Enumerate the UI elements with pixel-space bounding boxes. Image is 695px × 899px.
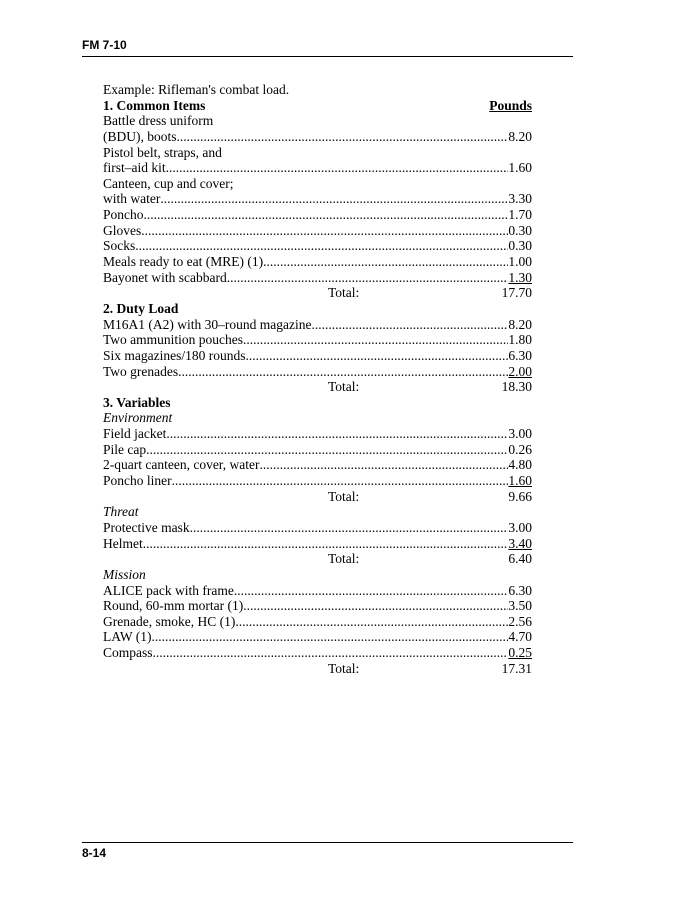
item-value: 1.60	[508, 160, 532, 176]
leader-dots	[243, 332, 508, 348]
item-value: 6.30	[508, 347, 532, 363]
leader-dots	[190, 520, 509, 536]
item-label: (BDU), boots	[103, 128, 177, 144]
item-value: 6.30	[508, 582, 532, 598]
total-row-duty	[103, 379, 532, 395]
item-row	[103, 645, 532, 661]
leader-dots	[260, 457, 509, 473]
item-label: M16A1 (A2) with 30–round magazine	[103, 316, 312, 332]
leader-dots	[152, 629, 509, 645]
item-label: first–aid kit	[103, 160, 166, 176]
item-value: 3.00	[508, 519, 532, 535]
leader-dots	[311, 317, 508, 333]
item-value: 1.70	[508, 207, 532, 223]
leader-dots	[263, 254, 508, 270]
total-value: 18.30	[501, 379, 532, 395]
item-row	[103, 442, 532, 458]
item-label: 2-quart canteen, cover, water	[103, 457, 260, 473]
leader-dots	[141, 223, 508, 239]
item-value: 0.30	[508, 222, 532, 238]
leader-dots	[243, 598, 508, 614]
header-label: FM 7-10	[82, 38, 127, 52]
item-row	[103, 238, 532, 254]
item-value: 2.00	[508, 363, 532, 379]
total-label: Total:	[328, 379, 360, 395]
total-label: Total:	[328, 551, 360, 567]
leader-dots	[227, 270, 509, 286]
item-label: Grenade, smoke, HC (1)	[103, 613, 236, 629]
leader-dots	[166, 160, 509, 176]
item-line: Battle dress uniform	[103, 113, 214, 129]
item-row	[103, 332, 532, 348]
footer-rule	[82, 842, 573, 843]
item-label: Compass	[103, 645, 153, 661]
leader-dots	[153, 645, 509, 661]
item-row	[103, 583, 532, 599]
item-row	[103, 270, 532, 286]
item-row	[103, 317, 532, 333]
item-row	[103, 191, 532, 207]
subsection-title-environment: Environment	[103, 410, 173, 426]
section-heading-common	[103, 98, 532, 114]
item-row	[103, 207, 532, 223]
item-row	[103, 223, 532, 239]
item-row	[103, 426, 532, 442]
item-row	[103, 129, 532, 145]
subsection-title-threat: Threat	[103, 504, 139, 520]
item-row	[103, 520, 532, 536]
item-row	[103, 536, 532, 552]
item-label: Gloves	[103, 222, 142, 238]
item-value: 4.70	[508, 629, 532, 645]
total-label: Total:	[328, 660, 360, 676]
leader-dots	[235, 614, 508, 630]
item-value: 1.00	[508, 254, 532, 270]
section-heading-duty	[103, 301, 532, 317]
item-value: 3.00	[508, 426, 532, 442]
total-label: Total:	[328, 285, 360, 301]
leader-dots	[143, 536, 509, 552]
total-row-common	[103, 285, 532, 301]
item-label: ALICE pack with frame	[103, 582, 234, 598]
total-value: 17.70	[501, 285, 532, 301]
page-number: 8-14	[82, 846, 107, 860]
leader-dots	[166, 426, 508, 442]
item-value: 0.30	[508, 238, 532, 254]
section-title: 3. Variables	[103, 394, 171, 410]
load-table	[103, 82, 532, 676]
item-row	[103, 254, 532, 270]
item-label: Protective mask	[103, 519, 190, 535]
item-value: 8.20	[508, 316, 532, 332]
item-row	[103, 364, 532, 380]
total-value: 9.66	[508, 488, 532, 504]
item-value: 4.80	[508, 457, 532, 473]
item-value: 1.80	[508, 332, 532, 348]
section-title: 1. Common Items	[103, 97, 206, 113]
leader-dots	[160, 191, 508, 207]
item-value: 1.60	[508, 473, 532, 489]
total-row-mission	[103, 661, 532, 677]
item-label: Two ammunition pouches	[103, 332, 244, 348]
item-label: Two grenades	[103, 363, 179, 379]
item-label: Meals ready to eat (MRE) (1)	[103, 254, 264, 270]
leader-dots	[172, 473, 509, 489]
leader-dots	[146, 442, 508, 458]
item-value: 3.30	[508, 191, 532, 207]
item-label: Round, 60-mm mortar (1)	[103, 598, 244, 614]
item-label: Pile cap	[103, 441, 147, 457]
leader-dots	[245, 348, 508, 364]
subsection-title-mission: Mission	[103, 566, 146, 582]
example-title: Example: Rifleman's combat load.	[103, 82, 290, 97]
item-row	[103, 614, 532, 630]
item-label: Poncho	[103, 207, 144, 223]
item-line: Canteen, cup and cover;	[103, 175, 234, 191]
item-value: 3.40	[508, 535, 532, 551]
item-label: Socks	[103, 238, 136, 254]
leader-dots	[144, 207, 509, 223]
total-value: 6.40	[508, 551, 532, 567]
leader-dots	[177, 129, 509, 145]
item-row	[103, 598, 532, 614]
item-value: 1.30	[508, 269, 532, 285]
item-line: Pistol belt, straps, and	[103, 144, 222, 160]
total-row-environment	[103, 489, 532, 505]
pounds-column-header: Pounds	[489, 97, 532, 113]
item-label: Poncho liner	[103, 473, 172, 489]
item-row	[103, 160, 532, 176]
item-label: Helmet	[103, 535, 143, 551]
total-label: Total:	[328, 488, 360, 504]
item-label: Six magazines/180 rounds	[103, 347, 246, 363]
total-value: 17.31	[501, 660, 532, 676]
section-heading-variables	[103, 395, 532, 411]
item-label: Field jacket	[103, 426, 167, 442]
item-label: with water	[103, 191, 161, 207]
leader-dots	[135, 238, 508, 254]
item-row	[103, 629, 532, 645]
item-value: 3.50	[508, 598, 532, 614]
item-row	[103, 473, 532, 489]
item-label: LAW (1)	[103, 629, 152, 645]
item-row	[103, 348, 532, 364]
leader-dots	[234, 583, 509, 599]
item-value: 0.25	[508, 645, 532, 661]
total-row-threat	[103, 551, 532, 567]
item-row	[103, 457, 532, 473]
item-value: 2.56	[508, 613, 532, 629]
section-title: 2. Duty Load	[103, 300, 179, 316]
header-rule	[82, 56, 573, 57]
item-value: 0.26	[508, 441, 532, 457]
item-label: Bayonet with scabbard	[103, 269, 227, 285]
leader-dots	[178, 364, 508, 380]
item-value: 8.20	[508, 128, 532, 144]
